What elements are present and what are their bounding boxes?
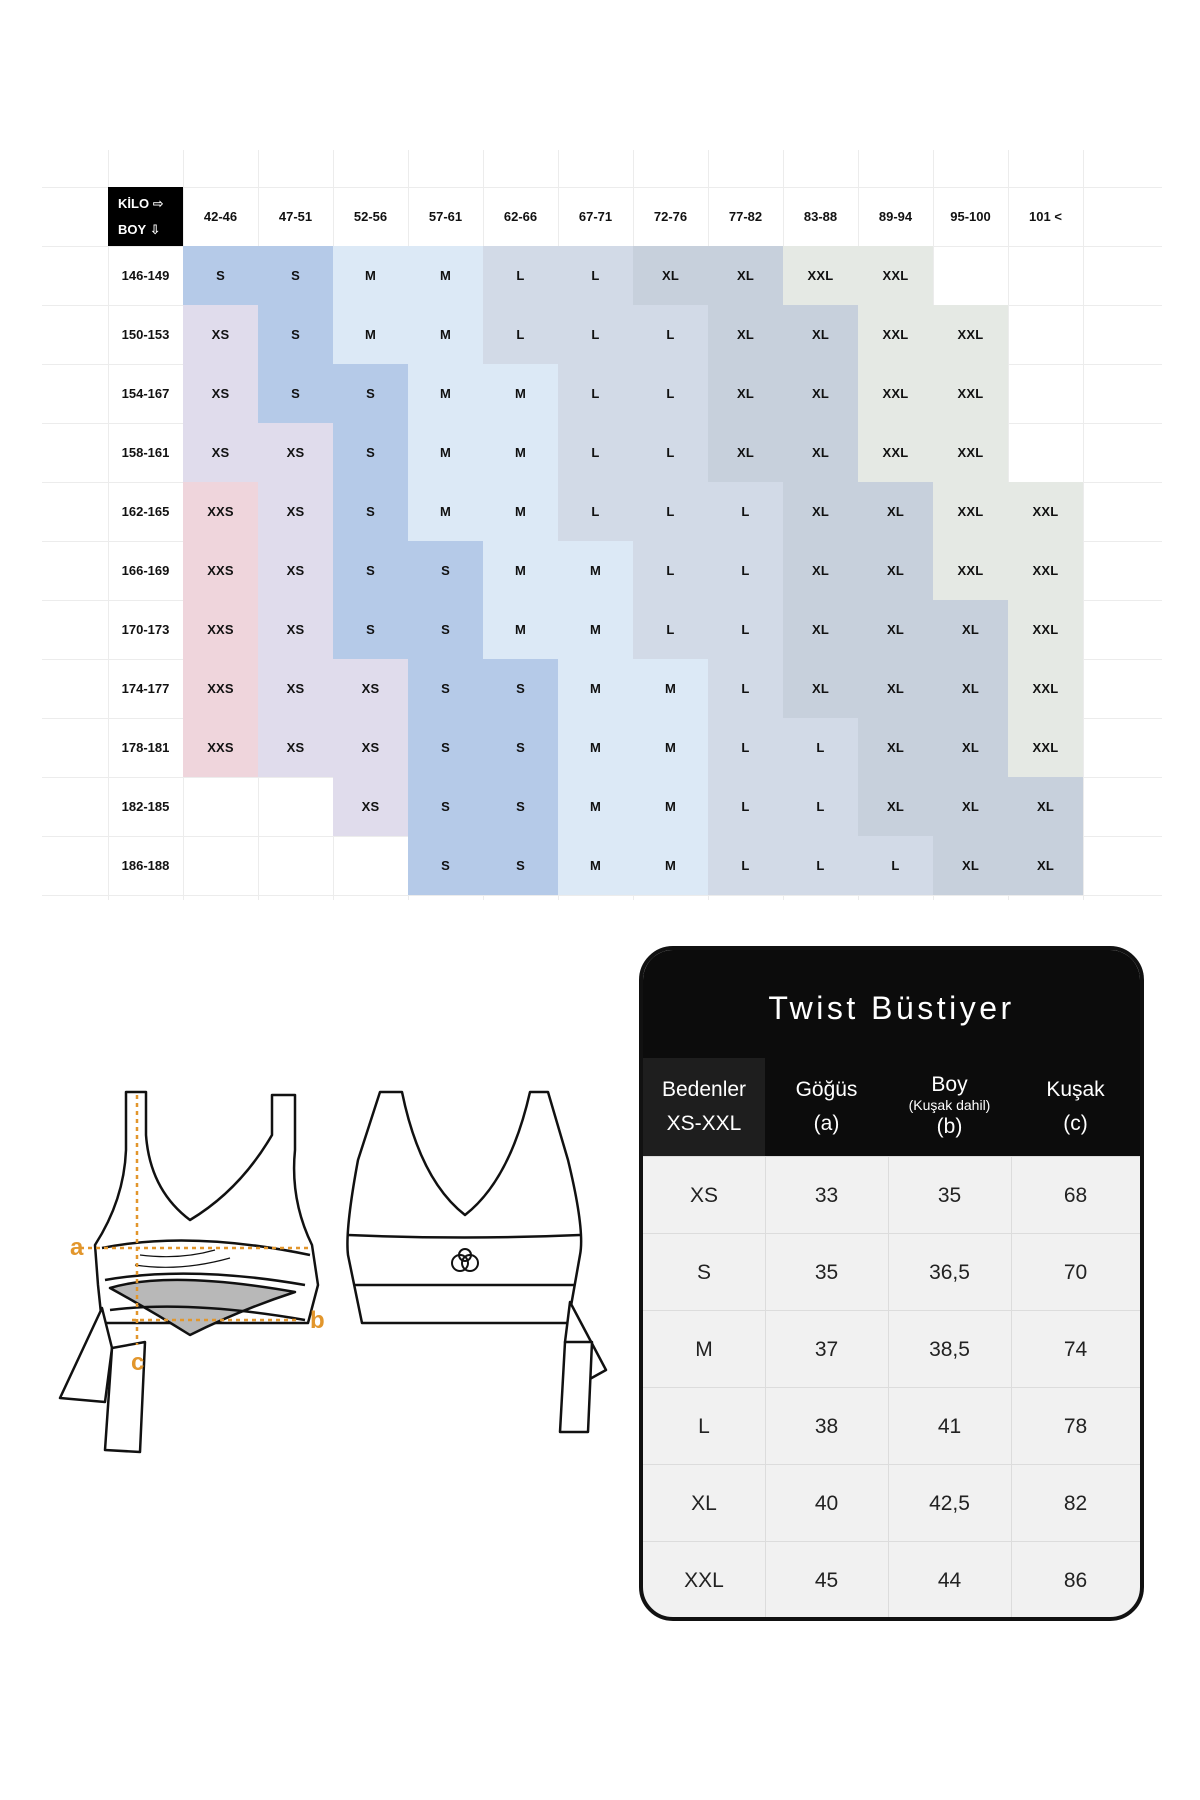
size-cell: XL xyxy=(858,600,933,659)
grid-line-vertical xyxy=(1083,150,1084,900)
size-cell: M xyxy=(408,246,483,305)
size-cell: L xyxy=(708,600,783,659)
size-cell: L xyxy=(483,246,558,305)
measurement-row xyxy=(643,1310,1140,1388)
size-cell: S xyxy=(333,600,408,659)
size-cell: L xyxy=(633,482,708,541)
size-cell: M xyxy=(483,541,558,600)
size-cell: L xyxy=(783,777,858,836)
weight-range-header: 89-94 xyxy=(878,209,913,224)
size-cell: M xyxy=(633,836,708,895)
size-cell: L xyxy=(708,659,783,718)
measurement-row xyxy=(643,1156,1140,1234)
size-cell: XXS xyxy=(183,718,258,777)
size-cell: XXS xyxy=(183,659,258,718)
size-cell: XS xyxy=(183,423,258,482)
size-cell: S xyxy=(333,541,408,600)
size-cell: S xyxy=(408,541,483,600)
measurement-row xyxy=(643,1233,1140,1311)
size-cell: XL xyxy=(783,541,858,600)
size-cell: XL xyxy=(708,246,783,305)
size-value: XXL xyxy=(684,1568,724,1592)
weight-range-header: 42-46 xyxy=(203,209,238,224)
chest-value: 38 xyxy=(814,1414,839,1438)
length-value: 35 xyxy=(937,1183,962,1207)
size-cell: M xyxy=(333,246,408,305)
size-cell: L xyxy=(783,836,858,895)
chest-value: 33 xyxy=(814,1183,839,1207)
size-cell: L xyxy=(708,482,783,541)
size-cell: S xyxy=(333,364,408,423)
card-title: Twist Büstiyer xyxy=(768,990,1015,1026)
size-grid xyxy=(42,150,1162,900)
size-cell: M xyxy=(483,423,558,482)
belt-value: 68 xyxy=(1063,1183,1088,1207)
weight-range-header: 77-82 xyxy=(728,209,763,224)
size-cell: XL xyxy=(858,659,933,718)
size-cell: XL xyxy=(783,600,858,659)
weight-range-header: 62-66 xyxy=(503,209,538,224)
size-cell: XL xyxy=(933,836,1008,895)
size-cell xyxy=(1008,364,1083,423)
size-cell: L xyxy=(633,305,708,364)
chest-value: 35 xyxy=(814,1260,839,1284)
size-value: L xyxy=(698,1414,710,1438)
size-cell: XXS xyxy=(183,600,258,659)
size-cell: XXL xyxy=(783,246,858,305)
garment-illustration xyxy=(40,1080,610,1520)
size-cell: XXL xyxy=(1008,659,1083,718)
size-cell: S xyxy=(408,718,483,777)
weight-range-header: 83-88 xyxy=(803,209,838,224)
size-cell: XL xyxy=(708,364,783,423)
size-value: M xyxy=(695,1337,713,1361)
belt-value: 74 xyxy=(1063,1337,1088,1361)
size-cell: S xyxy=(408,836,483,895)
height-range-header: 170-173 xyxy=(121,622,170,637)
size-cell: M xyxy=(633,718,708,777)
size-cell: S xyxy=(333,482,408,541)
size-cell: L xyxy=(708,541,783,600)
size-cell xyxy=(1008,305,1083,364)
length-value: 41 xyxy=(937,1414,962,1438)
size-cell: M xyxy=(558,659,633,718)
size-cell xyxy=(933,246,1008,305)
size-cell: XS xyxy=(333,659,408,718)
measurement-card xyxy=(639,946,1144,1621)
height-range-header: 182-185 xyxy=(121,799,170,814)
size-cell: XS xyxy=(333,718,408,777)
size-cell: L xyxy=(708,836,783,895)
size-cell: L xyxy=(858,836,933,895)
size-cell: M xyxy=(408,305,483,364)
size-cell: L xyxy=(558,482,633,541)
size-cell: XL xyxy=(858,482,933,541)
size-cell: L xyxy=(708,718,783,777)
belt-value: 70 xyxy=(1063,1260,1088,1284)
size-cell: XXL xyxy=(933,364,1008,423)
size-cell: S xyxy=(483,718,558,777)
size-cell: L xyxy=(558,423,633,482)
measurement-row xyxy=(643,1464,1140,1542)
size-cell: S xyxy=(408,777,483,836)
height-range-header: 166-169 xyxy=(121,563,170,578)
arrow-down-icon: ⇩ xyxy=(149,221,161,237)
height-range-header: 174-177 xyxy=(121,681,170,696)
height-range-header: 162-165 xyxy=(121,504,170,519)
weight-range-header: 47-51 xyxy=(278,209,313,224)
size-cell xyxy=(258,777,333,836)
size-cell: XXL xyxy=(933,541,1008,600)
size-cell: M xyxy=(408,482,483,541)
size-cell: XL xyxy=(933,600,1008,659)
grid-corner-header xyxy=(108,187,183,246)
size-cell: XXL xyxy=(1008,600,1083,659)
size-cell: M xyxy=(483,600,558,659)
height-range-header: 178-181 xyxy=(121,740,170,755)
size-cell: L xyxy=(633,541,708,600)
size-cell: XXL xyxy=(933,482,1008,541)
size-cell: XL xyxy=(783,305,858,364)
size-cell: XS xyxy=(258,541,333,600)
size-cell: XXS xyxy=(183,541,258,600)
size-cell: M xyxy=(558,777,633,836)
size-cell: XL xyxy=(708,305,783,364)
size-cell: XS xyxy=(258,718,333,777)
weight-header: KİLO ⇨ xyxy=(118,195,164,211)
garment-drawing xyxy=(40,1080,610,1520)
size-cell: XL xyxy=(858,541,933,600)
size-cell: M xyxy=(558,718,633,777)
length-value: 44 xyxy=(937,1568,962,1592)
size-cell: XS xyxy=(183,364,258,423)
size-cell: XL xyxy=(858,777,933,836)
height-range-header: 186-188 xyxy=(121,858,170,873)
size-cell: XS xyxy=(258,423,333,482)
weight-range-header: 67-71 xyxy=(578,209,613,224)
size-cell: XL xyxy=(858,718,933,777)
back-view xyxy=(347,1092,606,1432)
belt-value: 82 xyxy=(1063,1491,1088,1515)
header-sizes: Bedenler XS-XXL xyxy=(643,1058,765,1156)
size-cell: XL xyxy=(708,423,783,482)
length-value: 38,5 xyxy=(929,1337,970,1361)
size-cell: M xyxy=(558,541,633,600)
size-cell: XXL xyxy=(933,305,1008,364)
size-cell: XL xyxy=(783,482,858,541)
header-belt: Kuşak (c) xyxy=(1046,1078,1105,1135)
size-cell: XL xyxy=(933,777,1008,836)
size-cell: XS xyxy=(183,305,258,364)
chest-value: 45 xyxy=(814,1568,839,1592)
size-value: XL xyxy=(691,1491,717,1515)
height-range-header: 150-153 xyxy=(121,327,170,342)
size-cell xyxy=(183,777,258,836)
size-cell: L xyxy=(633,423,708,482)
weight-range-header: 52-56 xyxy=(353,209,388,224)
size-cell: XXL xyxy=(858,423,933,482)
length-value: 36,5 xyxy=(929,1260,970,1284)
size-cell: L xyxy=(633,600,708,659)
size-cell: M xyxy=(408,423,483,482)
size-cell: S xyxy=(258,305,333,364)
size-cell: S xyxy=(183,246,258,305)
weight-range-header: 72-76 xyxy=(653,209,688,224)
chest-value: 37 xyxy=(814,1337,839,1361)
size-cell xyxy=(258,836,333,895)
size-cell: S xyxy=(258,246,333,305)
weight-range-header: 101 < xyxy=(1029,209,1062,224)
size-cell: L xyxy=(558,305,633,364)
size-cell: L xyxy=(633,364,708,423)
size-cell: L xyxy=(783,718,858,777)
size-cell: S xyxy=(483,777,558,836)
size-cell: XL xyxy=(933,659,1008,718)
size-cell: XXL xyxy=(1008,482,1083,541)
size-cell: M xyxy=(558,836,633,895)
label-b: b xyxy=(310,1307,325,1334)
header-chest: Göğüs (a) xyxy=(795,1078,858,1135)
size-cell: S xyxy=(258,364,333,423)
chest-value: 40 xyxy=(814,1491,839,1515)
weight-range-header: 95-100 xyxy=(950,209,991,224)
size-cell: XXL xyxy=(933,423,1008,482)
size-cell: XS xyxy=(258,659,333,718)
size-cell: S xyxy=(408,659,483,718)
size-cell: XXL xyxy=(858,305,933,364)
size-cell xyxy=(1008,423,1083,482)
size-cell: XL xyxy=(933,718,1008,777)
size-cell: M xyxy=(408,364,483,423)
front-view xyxy=(60,1092,318,1452)
size-cell: S xyxy=(483,836,558,895)
size-cell: XL xyxy=(1008,777,1083,836)
size-cell: L xyxy=(558,246,633,305)
size-cell: L xyxy=(558,364,633,423)
size-value: XS xyxy=(689,1183,718,1207)
size-cell: XXL xyxy=(1008,541,1083,600)
belt-value: 78 xyxy=(1063,1414,1088,1438)
header-length: Boy (Kuşak dahil) (b) xyxy=(908,1073,991,1138)
size-cell: XL xyxy=(783,364,858,423)
size-cell: XL xyxy=(783,659,858,718)
size-cell: XL xyxy=(633,246,708,305)
size-cell: M xyxy=(483,364,558,423)
size-cell: XXL xyxy=(858,246,933,305)
label-a: a xyxy=(70,1234,84,1261)
measurement-row xyxy=(643,1387,1140,1465)
size-cell: S xyxy=(333,423,408,482)
size-value: S xyxy=(696,1260,711,1284)
size-cell: M xyxy=(333,305,408,364)
label-c: c xyxy=(131,1349,145,1376)
height-range-header: 154-167 xyxy=(121,386,170,401)
length-value: 42,5 xyxy=(929,1491,970,1515)
size-cell: XL xyxy=(1008,836,1083,895)
size-cell: L xyxy=(708,777,783,836)
height-range-header: 146-149 xyxy=(121,268,170,283)
size-cell: XS xyxy=(258,600,333,659)
size-cell: M xyxy=(483,482,558,541)
height-header: BOY ⇩ xyxy=(118,221,161,237)
size-cell: L xyxy=(483,305,558,364)
size-cell: M xyxy=(558,600,633,659)
size-cell: XXL xyxy=(1008,718,1083,777)
arrow-right-icon: ⇨ xyxy=(152,195,164,211)
grid-line-horizontal xyxy=(42,895,1162,896)
weight-range-header: 57-61 xyxy=(428,209,463,224)
size-cell: S xyxy=(483,659,558,718)
size-cell xyxy=(183,836,258,895)
size-cell: XXL xyxy=(858,364,933,423)
size-cell: M xyxy=(633,777,708,836)
size-cell: M xyxy=(633,659,708,718)
height-range-header: 158-161 xyxy=(121,445,170,460)
size-cell xyxy=(333,836,408,895)
size-cell: XXS xyxy=(183,482,258,541)
size-cell: XL xyxy=(783,423,858,482)
size-cell: S xyxy=(408,600,483,659)
size-cell: XS xyxy=(333,777,408,836)
size-cell xyxy=(1008,246,1083,305)
size-cell: XS xyxy=(258,482,333,541)
belt-value: 86 xyxy=(1063,1568,1088,1592)
measurement-row xyxy=(643,1541,1140,1619)
